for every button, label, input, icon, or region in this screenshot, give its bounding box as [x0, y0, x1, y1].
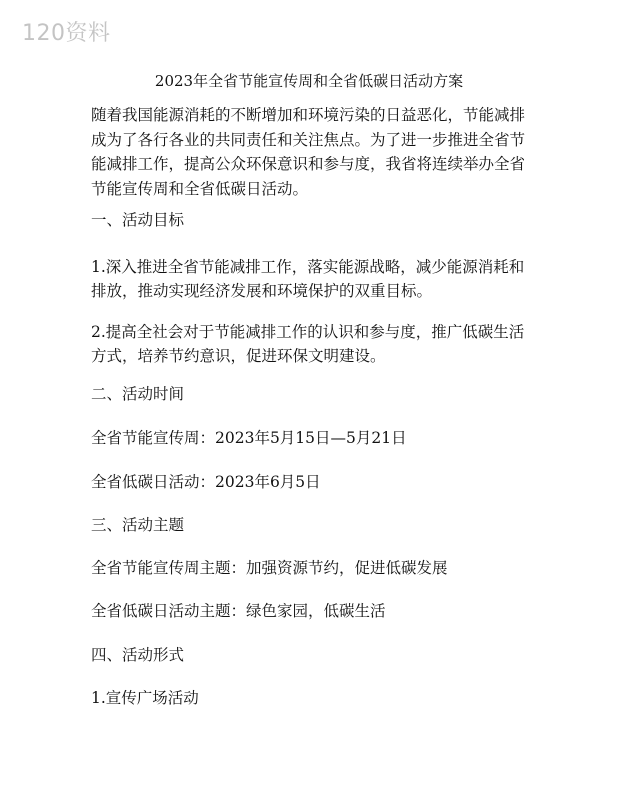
theme-line-low-carbon-day: 全省低碳日活动主题：绿色家园，低碳生活	[91, 602, 386, 620]
goal-item-2: 2.提高全社会对于节能减排工作的认识和参与度，推广低碳生活方式，培养节约意识，促进环保文明建设。	[91, 323, 525, 365]
time-line-low-carbon-day: 全省低碳日活动：2023年6月5日	[91, 473, 321, 491]
goal-item-1: 1.深入推进全省节能减排工作，落实能源战略，减少能源消耗和排放，推动实现经济发展和环境保护的双重目标。	[91, 258, 525, 300]
section-heading-format: 四、活动形式	[91, 646, 185, 664]
time-line-energy-week: 全省节能宣传周：2023年5月15日—5月21日	[91, 429, 407, 447]
document-title: 2023年全省节能宣传周和全省低碳日活动方案	[154, 72, 464, 90]
intro-paragraph: 随着我国能源消耗的不断增加和环境污染的日益恶化，节能减排成为了各行各业的共同责任和关注焦点。为了进一步推进全省节能减排工作，提高公众环保意识和参与度，我省将连续举办全省节能宣传周和全省低碳日活动。	[91, 106, 526, 198]
section-heading-goals: 一、活动目标	[91, 211, 185, 229]
section-heading-time: 二、活动时间	[91, 385, 185, 403]
theme-line-energy-week: 全省节能宣传周主题：加强资源节约，促进低碳发展	[91, 559, 448, 577]
watermark-logo: 120资料	[22, 21, 111, 46]
section-heading-theme: 三、活动主题	[91, 516, 185, 534]
format-item-1: 1.宣传广场活动	[91, 689, 199, 707]
